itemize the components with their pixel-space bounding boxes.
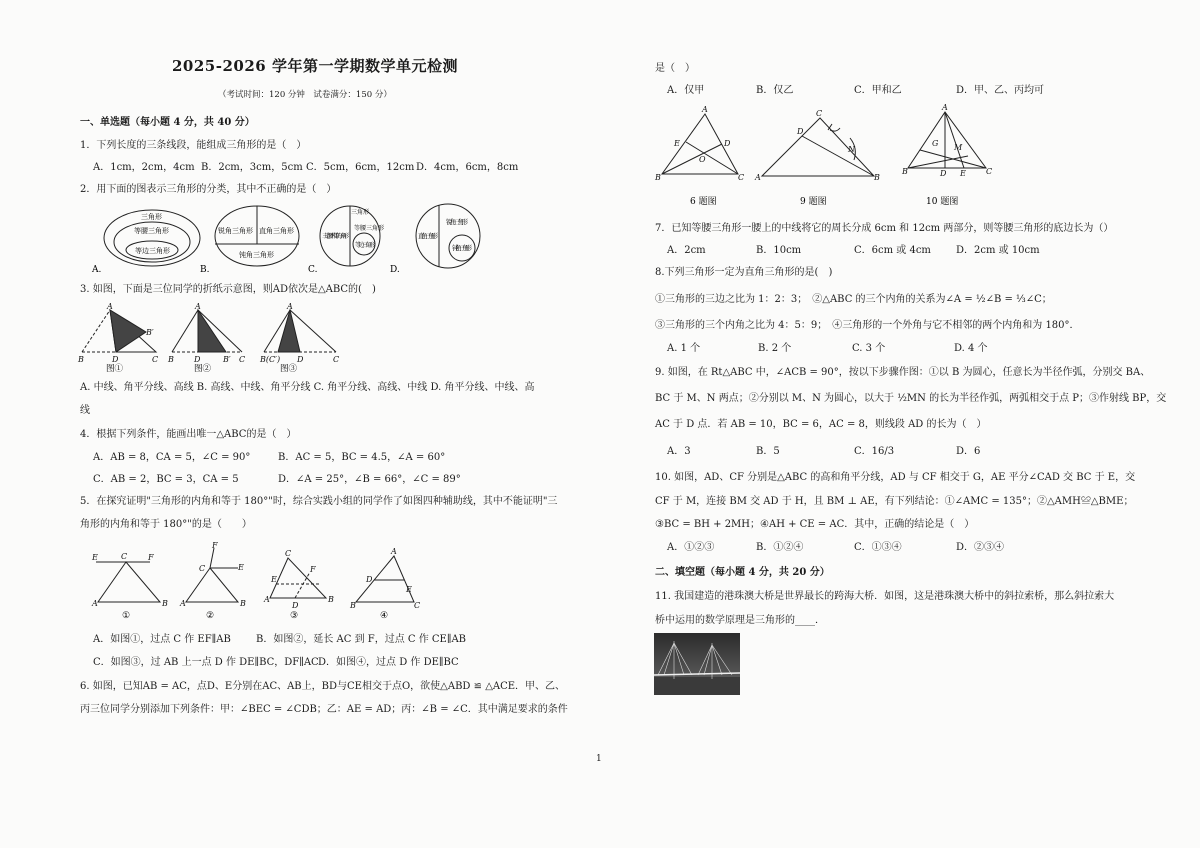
svg-text:B: B	[350, 601, 356, 610]
q5-caption-1: ①	[122, 611, 131, 621]
exam-title: 2025-2026 学年第一学期数学单元检测	[172, 57, 458, 75]
q1-option-c: C．5cm，6cm，12cm	[306, 162, 415, 173]
q2-d-label-1: 直角三角形	[418, 232, 438, 240]
svg-text:D: D	[940, 169, 947, 178]
svg-text:C: C	[121, 552, 128, 561]
svg-text:B: B	[655, 173, 661, 182]
svg-text:A: A	[287, 302, 293, 311]
fig-caption-q6: 6 题图	[690, 197, 717, 207]
svg-text:D: D	[297, 355, 304, 364]
q10-option-c: C．①③④	[854, 542, 902, 553]
q6-q9-q10-figures	[650, 104, 1010, 212]
q8-option-b: B. 2 个	[758, 343, 792, 354]
svg-text:C: C	[816, 109, 823, 118]
q10-stem-line2: CF 于 M，连接 BM 交 AD 于 H，且 BM ⊥ AE，有下列结论：①∠AMC = 135°；②△AMH≌△BME；	[655, 496, 1134, 507]
svg-text:E: E	[238, 563, 244, 572]
q2-stem: 2．用下面的图表示三角形的分类，其中不正确的是（ ）	[80, 184, 337, 195]
svg-text:B: B	[78, 355, 84, 364]
q10-option-b: B．①②④	[756, 542, 804, 553]
svg-text:G: G	[932, 139, 939, 148]
q9-stem-line2: BC 于 M、N 两点；②分别以 M、N 为圆心，以大于 ½MN 的长为半径作弧，两弧相交于点 P；③作射线 BP，交	[655, 393, 1167, 404]
q9-option-b: B．5	[756, 446, 780, 457]
q1-option-d: D．4cm，6cm，8cm	[416, 162, 519, 173]
q11-stem-line1: 11. 我国建造的港珠澳大桥是世界最长的跨海大桥．如图，这是港珠澳大桥中的斜拉索桥，那么斜拉索大	[655, 591, 1115, 602]
q2-a-label-2: 等腰三角形	[134, 227, 169, 235]
q6-option-a: A．仅甲	[667, 85, 705, 96]
q10-option-d: D．②③④	[956, 542, 1005, 553]
svg-text:A: A	[195, 302, 201, 311]
svg-text:B: B	[168, 355, 174, 364]
svg-text:B: B	[902, 167, 908, 176]
svg-text:A: A	[702, 105, 708, 114]
q9-stem-line1: 9. 如图，在 Rt△ABC 中，∠ACB = 90°，按以下步骤作图：①以 B 为圆心，任意长为半径作弧，分别交 BA、	[655, 367, 1151, 378]
svg-text:A: A	[391, 547, 397, 556]
q9-option-c: C．16/3	[854, 446, 895, 457]
svg-text:F: F	[310, 565, 316, 574]
q5-option-c: C．如图③，过 AB 上一点 D 作 DE∥BC，DF∥AC	[93, 657, 319, 668]
q7-stem: 7．已知等腰三角形一腰上的中线将它的周长分成 6cm 和 12cm 两部分，则等腰三角形的底边长为（）	[655, 223, 1114, 234]
svg-text:C: C	[239, 355, 246, 364]
q2-figures	[92, 202, 492, 284]
q3-caption-2: 图②	[194, 364, 212, 374]
svg-text:B(C′): B(C′)	[260, 355, 281, 364]
svg-text:D: D	[366, 575, 373, 584]
q8-stem: 8.下列三角形一定为直角三角形的是( )	[655, 267, 833, 278]
q8-option-d: D. 4 个	[954, 343, 988, 354]
svg-text:C: C	[986, 167, 993, 176]
q3-caption-1: 图①	[106, 364, 124, 374]
q9-option-d: D．6	[956, 446, 981, 457]
svg-text:B: B	[874, 173, 880, 182]
svg-text:C: C	[199, 564, 206, 573]
svg-text:F: F	[212, 541, 218, 550]
q3-caption-3: 图③	[280, 364, 298, 374]
svg-text:A: A	[755, 173, 761, 182]
q2-letter-a: A.	[92, 265, 102, 275]
svg-text:E: E	[674, 139, 680, 148]
fig-caption-q9: 9 题图	[800, 197, 827, 207]
q4-option-c: C．AB = 2，BC = 3，CA = 5	[93, 474, 239, 485]
q8-condition-line2: ③三角形的三个内角之比为 4：5：9； ④三角形的一个外角与它不相邻的两个内角和为 180°．	[655, 320, 1080, 331]
q5-caption-3: ③	[290, 611, 299, 621]
q2-d-label-2: 锐角三角形	[446, 218, 468, 226]
q1-option-a: A．1cm，2cm，4cm	[93, 162, 195, 173]
q2-d-label-3: 钝角三角形	[452, 244, 472, 252]
svg-text:D: D	[194, 355, 201, 364]
q1-stem: 1．下列长度的三条线段，能组成三角形的是（ ）	[80, 140, 307, 151]
q8-option-a: A. 1 个	[667, 343, 701, 354]
q5-stem-line1: 5．在探究证明"三角形的内角和等于 180°"时，综合实践小组的同学作了如图四种辅助线，其中不能证明"三	[80, 496, 558, 507]
fig-caption-q10: 10 题图	[926, 197, 959, 207]
q6-option-d: D．甲、乙、丙均可	[956, 85, 1045, 96]
q1-option-b: B．2cm，3cm，5cm	[201, 162, 303, 173]
svg-text:M: M	[954, 143, 963, 152]
q2-c-label-1: 三角形	[351, 209, 370, 216]
svg-text:B: B	[328, 595, 334, 604]
q2-b-label-3: 钝角三角形	[239, 251, 274, 259]
svg-text:A: A	[107, 302, 113, 311]
svg-text:C: C	[285, 549, 292, 558]
section-heading-fill: 二、填空题（每小题 4 分，共 20 分）	[655, 567, 830, 578]
svg-text:C: C	[738, 173, 745, 182]
bridge-photo	[654, 633, 740, 699]
q6-stem-line3: 是（ ）	[655, 63, 695, 74]
q3-stem: 3. 如图，下面是三位同学的折纸示意图，则AD依次是△ABC的( )	[80, 284, 376, 295]
svg-text:E: E	[271, 575, 277, 584]
q2-a-label-3: 等边三角形	[135, 247, 170, 255]
q6-stem-line1: 6. 如图，已知AB = AC，点D、E分别在AC、AB上，BD与CE相交于点O，欲使△ABD ≌ △ACE．甲、乙、	[80, 681, 566, 692]
svg-text:F: F	[148, 553, 154, 562]
q5-option-d: D．如图④，过点 D 作 DE∥BC	[318, 657, 459, 668]
q10-stem-line3: ③BC = BH + 2MH；④AH + CE = AC．其中，正确的结论是（ ）	[655, 519, 975, 530]
svg-text:A: A	[942, 103, 948, 112]
q10-stem-line1: 10. 如图，AD、CF 分别是△ABC 的高和角平分线，AD 与 CF 相交于 G，AE 平分∠CAD 交 BC 于 E，交	[655, 472, 1136, 483]
q5-caption-2: ②	[206, 611, 215, 621]
q7-option-b: B．10cm	[756, 245, 802, 256]
svg-text:C: C	[414, 601, 421, 610]
q2-letter-c: C.	[308, 265, 318, 275]
q5-figures	[88, 540, 428, 624]
svg-text:B′: B′	[146, 328, 154, 337]
q6-option-b: B．仅乙	[756, 85, 794, 96]
q7-option-d: D．2cm 或 10cm	[956, 245, 1040, 256]
q2-b-label-2: 直角三角形	[259, 227, 294, 235]
page-number: 1	[596, 754, 602, 764]
q3-options-line2: 线	[80, 405, 90, 416]
q6-option-c: C．甲和乙	[854, 85, 902, 96]
q2-b-label-1: 锐角三角形	[218, 227, 253, 235]
q2-a-label-1: 三角形	[141, 213, 162, 221]
q6-stem-line2: 丙三位同学分别添加下列条件：甲：∠BEC = ∠CDB；乙：AE = AD；丙：∠B = ∠C．其中满足要求的条件	[80, 704, 568, 715]
q8-condition-line1: ①三角形的三边之比为 1：2：3； ②△ABC 的三个内角的关系为∠A = ½∠B = ⅓∠C；	[655, 294, 1052, 305]
svg-text:D: D	[724, 139, 731, 148]
svg-text:B: B	[240, 599, 246, 608]
q2-c-label-3: 等腰三角形	[354, 225, 385, 232]
q4-option-b: B．AC = 5，BC = 4.5，∠A = 60°	[278, 452, 446, 463]
svg-text:E: E	[92, 553, 98, 562]
q2-letter-d: D.	[390, 265, 400, 275]
q4-option-a: A．AB = 8，CA = 5，∠C = 90°	[93, 452, 251, 463]
q2-c-label-2: 三边都不相等的三角形	[322, 233, 349, 240]
section-heading-choice: 一、单选题（每小题 4 分，共 40 分）	[80, 117, 255, 128]
exam-subtitle: （考试时间：120 分钟 试卷满分：150 分）	[218, 90, 392, 100]
svg-text:A: A	[92, 599, 98, 608]
q10-option-a: A．①②③	[667, 542, 715, 553]
q5-option-b: B．如图②，延长 AC 到 F，过点 C 作 CE∥AB	[256, 634, 467, 645]
q5-caption-4: ④	[380, 611, 389, 621]
q3-figures	[78, 300, 348, 376]
q9-stem-line3: AC 于 D 点．若 AB = 10，BC = 6，AC = 8，则线段 AD 的长为（ ）	[655, 419, 987, 430]
svg-text:D: D	[292, 601, 299, 610]
svg-text:B′: B′	[223, 355, 231, 364]
q2-c-label-4: 等边三角形	[355, 242, 375, 249]
svg-text:C: C	[333, 355, 340, 364]
svg-text:A: A	[180, 599, 186, 608]
q7-option-c: C．6cm 或 4cm	[854, 245, 931, 256]
q5-stem-line2: 角形的内角和等于 180°"的是（ ）	[80, 519, 252, 530]
q9-option-a: A．3	[667, 446, 691, 457]
svg-text:D: D	[797, 127, 804, 136]
svg-text:E: E	[960, 169, 966, 178]
q7-option-a: A．2cm	[667, 245, 706, 256]
svg-text:C: C	[152, 355, 159, 364]
svg-text:O: O	[699, 155, 706, 164]
q4-option-d: D．∠A = 25°，∠B = 66°，∠C = 89°	[278, 474, 461, 485]
q8-option-c: C. 3 个	[852, 343, 886, 354]
svg-text:B: B	[162, 599, 168, 608]
q3-options-line1: A. 中线、角平分线、高线 B. 高线、中线、角平分线 C. 角平分线、高线、中线 D. 角平分线、中线、高	[80, 382, 535, 393]
q4-stem: 4．根据下列条件，能画出唯一△ABC的是（ ）	[80, 429, 297, 440]
q2-letter-b: B.	[200, 265, 210, 275]
q5-option-a: A．如图①，过点 C 作 EF∥AB	[93, 634, 231, 645]
svg-text:E: E	[406, 585, 412, 594]
svg-text:D: D	[112, 355, 119, 364]
svg-text:N: N	[848, 145, 855, 154]
q11-stem-line2: 桥中运用的数学原理是三角形的____．	[655, 615, 825, 626]
svg-text:A: A	[264, 595, 270, 604]
